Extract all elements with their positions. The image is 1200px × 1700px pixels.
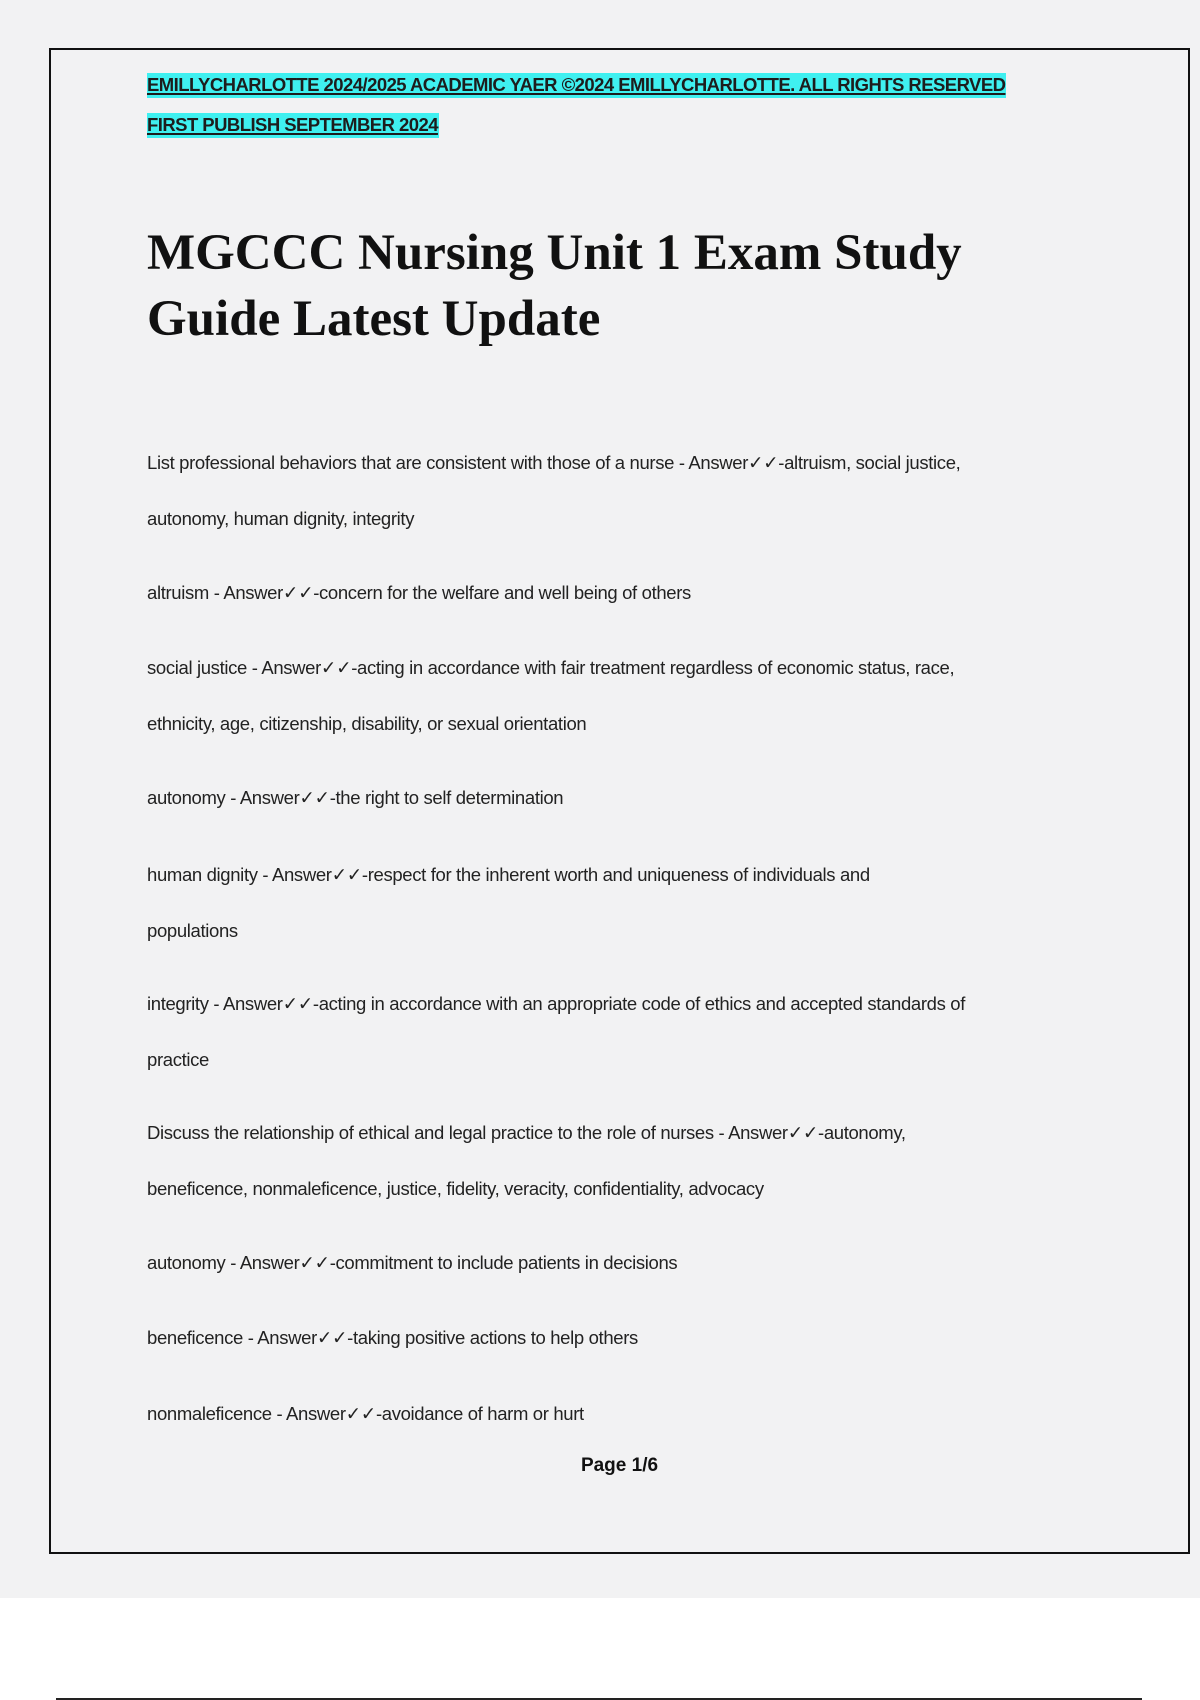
qa-entry-line: beneficence - Answer✓✓-taking positive actions to help others xyxy=(147,1327,638,1348)
qa-entry-line: autonomy - Answer✓✓-the right to self determination xyxy=(147,787,564,808)
qa-entry xyxy=(147,1105,1147,1217)
qa-entry-line: beneficence, nonmaleficence, justice, fidelity, veracity, confidentiality, advocacy xyxy=(147,1178,764,1199)
copyright-header-line: EMILLYCHARLOTTE 2024/2025 ACADEMIC YAER ©2024 EMILLYCHARLOTTE. ALL RIGHTS RESERVED xyxy=(147,74,1006,96)
qa-entry-line: integrity - Answer✓✓-acting in accordance with an appropriate code of ethics and accepted standards of xyxy=(147,993,966,1014)
qa-entry-line: nonmaleficence - Answer✓✓-avoidance of harm or hurt xyxy=(147,1403,584,1424)
next-page-area xyxy=(0,1598,1200,1700)
document-title: MGCCC Nursing Unit 1 Exam Study Guide Latest Update xyxy=(147,225,962,347)
qa-entry-line: autonomy - Answer✓✓-commitment to include patients in decisions xyxy=(147,1252,678,1273)
qa-entry-line: social justice - Answer✓✓-acting in accordance with fair treatment regardless of economic status, race, xyxy=(147,657,955,678)
qa-entry xyxy=(147,847,1147,959)
qa-entry xyxy=(147,565,1147,621)
qa-entry-line: populations xyxy=(147,920,238,941)
qa-entry-line: List professional behaviors that are consistent with those of a nurse - Answer✓✓-altruism, social justice, xyxy=(147,452,961,473)
qa-entry-line: Discuss the relationship of ethical and legal practice to the role of nurses - Answer✓✓-autonomy, xyxy=(147,1122,906,1143)
qa-entry xyxy=(147,1235,1147,1291)
publish-date-line: FIRST PUBLISH SEPTEMBER 2024 xyxy=(147,114,439,136)
qa-entry xyxy=(147,770,1147,826)
qa-entry-line: autonomy, human dignity, integrity xyxy=(147,508,415,529)
qa-entry xyxy=(147,435,1147,547)
qa-entry-line: practice xyxy=(147,1049,209,1070)
page-number: Page 1/6 xyxy=(580,1455,659,1476)
qa-entry-line: ethnicity, age, citizenship, disability, or sexual orientation xyxy=(147,713,587,734)
qa-entry-line: human dignity - Answer✓✓-respect for the inherent worth and uniqueness of individuals and xyxy=(147,864,870,885)
qa-entry xyxy=(147,1310,1147,1366)
qa-entry xyxy=(147,640,1147,752)
qa-entry xyxy=(147,1386,1147,1442)
document-page xyxy=(49,48,1190,1554)
qa-entry xyxy=(147,976,1147,1088)
qa-entry-line: altruism - Answer✓✓-concern for the welfare and well being of others xyxy=(147,582,691,603)
